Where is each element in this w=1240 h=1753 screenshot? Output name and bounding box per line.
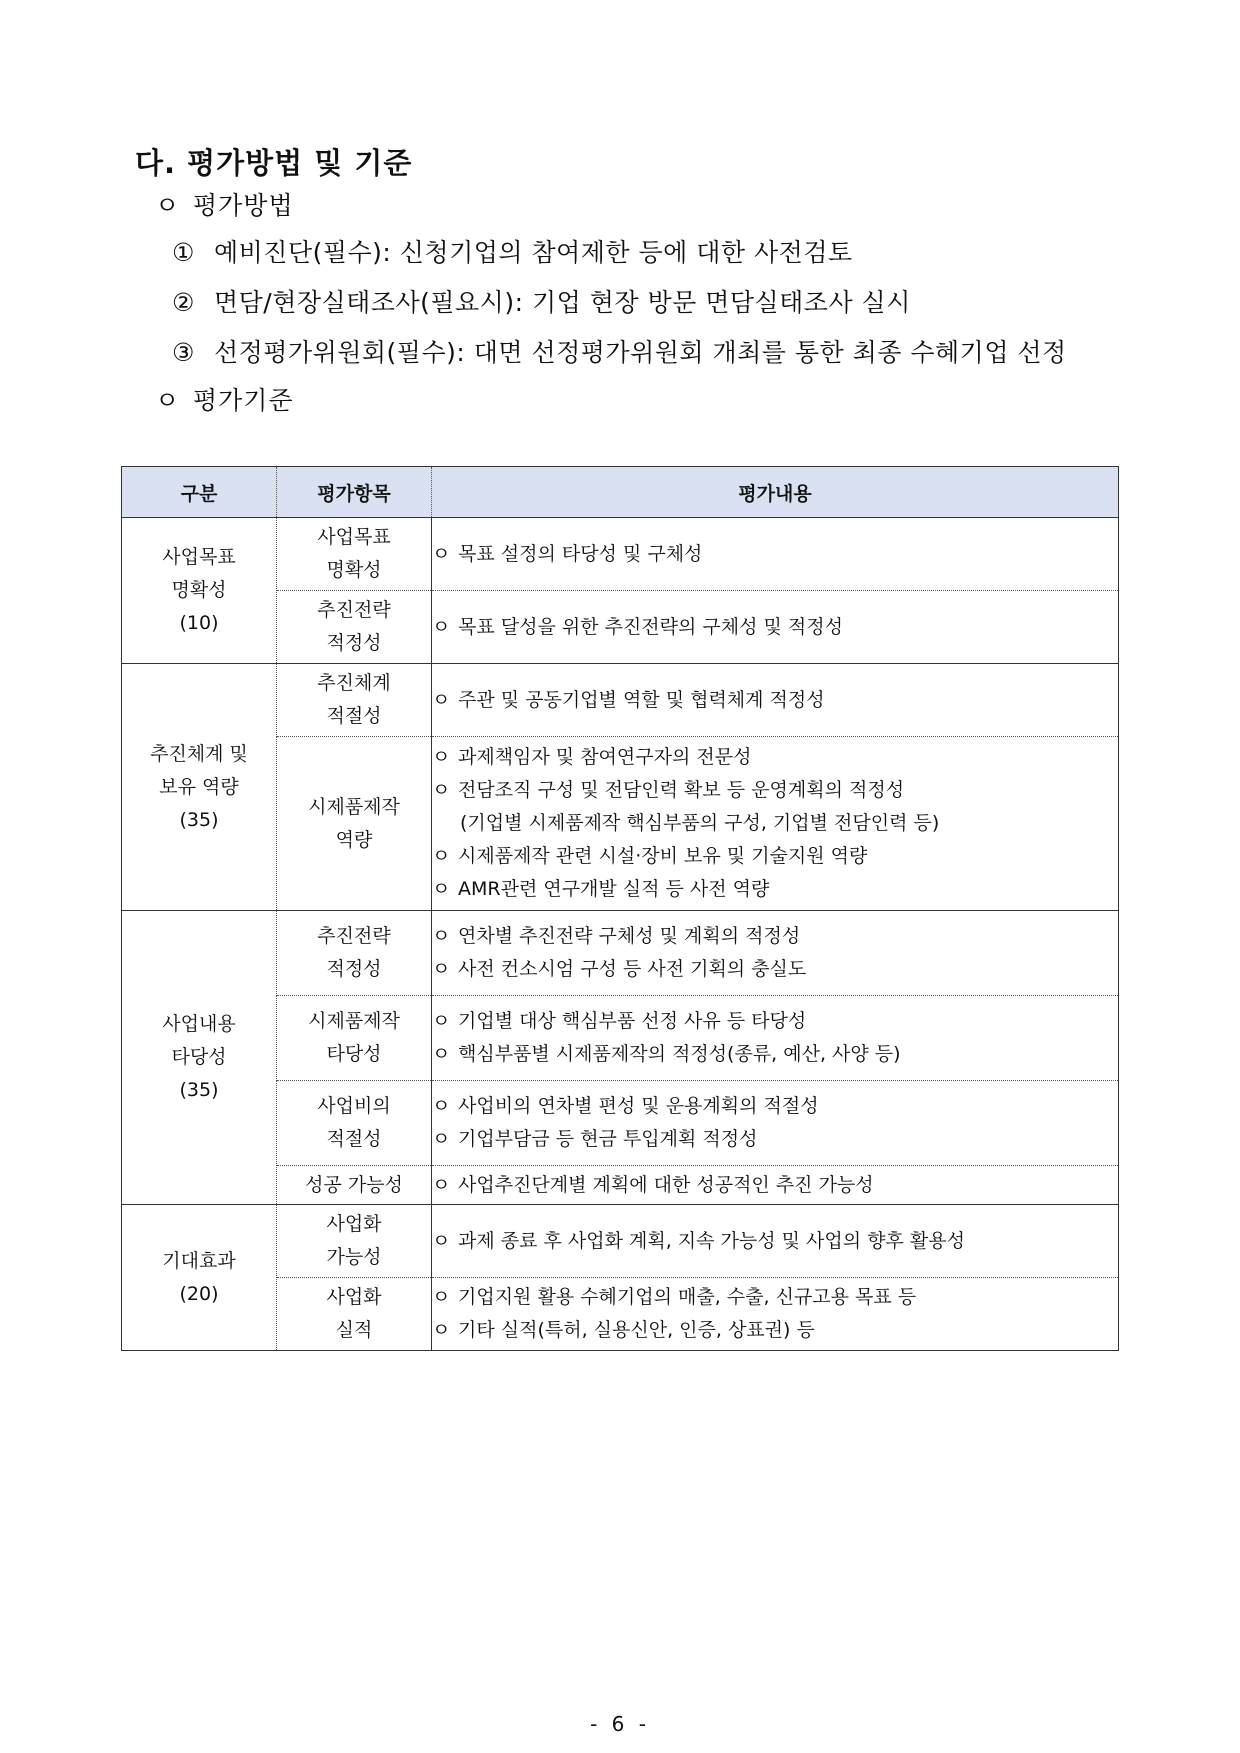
content-cell (432, 591, 1119, 664)
category-label: 사업목표 (162, 546, 236, 568)
content-text: 사업비의 연차별 편성 및 운용계획의 적절성 (458, 1095, 819, 1117)
category-label: 보유 역량 (159, 775, 239, 798)
method-title: 평가방법 (193, 191, 294, 220)
bullet-icon: ㅇ (432, 958, 451, 980)
content-point (432, 538, 1118, 571)
bullet-icon: ㅇ (432, 746, 451, 768)
bullet-icon: ㅇ (432, 925, 451, 947)
item-cell (277, 1205, 432, 1278)
content-point (432, 1038, 1118, 1071)
content-cell (432, 1081, 1119, 1166)
content-point (432, 1005, 1118, 1038)
item-cell (277, 1278, 432, 1351)
bullet-icon: ㅇ (432, 1319, 451, 1341)
content-text: 기업별 대상 핵심부품 선정 사유 등 타당성 (458, 1010, 807, 1032)
category-cell (122, 664, 277, 911)
bullet-icon: ㅇ (432, 1229, 451, 1252)
content-text: 주관 및 공동기업별 역할 및 협력체계 적정성 (458, 688, 825, 711)
content-point (432, 611, 1118, 644)
bullet-icon: ㅇ (432, 615, 451, 638)
item-label: 가능성 (326, 1246, 382, 1268)
content-text: 목표 달성을 위한 추진전략의 구체성 및 적정성 (458, 615, 843, 638)
item-cell (277, 1166, 432, 1205)
bullet-icon: ㅇ (432, 1043, 451, 1065)
item-label: 적정성 (326, 632, 382, 654)
content-cell (432, 996, 1119, 1081)
content-point (432, 1169, 1118, 1202)
item-label: 추진전략 (317, 599, 391, 621)
bullet-icon: ㅇ (432, 878, 451, 900)
item-label: 역량 (335, 828, 373, 851)
content-point (432, 774, 1118, 807)
item-label: 적절성 (326, 705, 382, 727)
bullet-icon: ㅇ (432, 1095, 451, 1117)
item-label: 성공 가능성 (305, 1173, 403, 1196)
item-label: 추진체계 (317, 672, 391, 694)
item-cell (277, 1081, 432, 1166)
table-row (122, 518, 1119, 591)
item-label: 추진전략 (317, 925, 391, 947)
method-number: ① (172, 238, 195, 267)
item-cell (277, 996, 432, 1081)
criteria-title: 평가기준 (193, 386, 294, 415)
content-text: 전담조직 구성 및 전담인력 확보 등 운영계획의 적정성 (458, 779, 905, 801)
method-number: ② (172, 288, 195, 317)
item-label: 사업화 (326, 1213, 382, 1235)
content-cell (432, 1278, 1119, 1351)
content-point (432, 953, 1118, 986)
content-cell (432, 664, 1119, 737)
item-cell (277, 518, 432, 591)
table-row (122, 664, 1119, 737)
content-point (432, 1225, 1118, 1258)
category-label: (20) (179, 1282, 219, 1305)
content-cell (432, 737, 1119, 911)
page-number: - 6 - (590, 1712, 650, 1736)
method-item-1 (172, 233, 853, 269)
method-number: ③ (172, 338, 195, 367)
category-label: 사업내용 (162, 1013, 236, 1035)
criteria-body (122, 518, 1119, 1351)
item-label: 타당성 (326, 1043, 382, 1065)
content-text: 기타 실적(특허, 실용신안, 인증, 상표권) 등 (458, 1319, 815, 1341)
content-point (432, 1123, 1118, 1156)
content-text: (기업별 시제품제작 핵심부품의 구성, 기업별 전담인력 등) (460, 812, 940, 834)
content-point (432, 1090, 1118, 1123)
bullet-icon: ㅇ (432, 845, 451, 867)
content-text: 핵심부품별 시제품제작의 적정성(종류, 예산, 사양 등) (458, 1043, 901, 1065)
content-cell (432, 518, 1119, 591)
content-point (432, 873, 1118, 906)
method-text: 선정평가위원회(필수): 대면 선정평가위원회 개최를 통한 최종 수혜기업 선정 (214, 338, 1067, 367)
category-label: (35) (179, 808, 219, 831)
content-text: AMR관련 연구개발 실적 등 사전 역량 (458, 878, 770, 900)
content-text: 목표 설정의 타당성 및 구체성 (458, 542, 703, 565)
bullet-icon: ㅇ (155, 386, 181, 415)
method-bullet (155, 186, 294, 222)
bullet-icon: ㅇ (432, 1173, 451, 1196)
category-label: (10) (179, 612, 219, 634)
content-point (432, 684, 1118, 717)
content-point (432, 807, 1118, 840)
method-item-3 (172, 333, 1067, 369)
criteria-table (121, 466, 1119, 1351)
content-text: 기업지원 활용 수혜기업의 매출, 수출, 신규고용 목표 등 (458, 1286, 917, 1308)
content-point (432, 840, 1118, 873)
method-text: 예비진단(필수): 신청기업의 참여제한 등에 대한 사전검토 (214, 238, 853, 267)
content-text: 과제 종료 후 사업화 계획, 지속 가능성 및 사업의 향후 활용성 (458, 1229, 965, 1252)
content-text: 사업추진단계별 계획에 대한 성공적인 추진 가능성 (458, 1173, 874, 1196)
content-text: 연차별 추진전략 구체성 및 계획의 적정성 (458, 925, 801, 947)
content-text: 시제품제작 관련 시설·장비 보유 및 기술지원 역량 (458, 845, 868, 867)
item-label: 사업목표 (317, 526, 391, 548)
content-point (432, 1314, 1118, 1347)
item-label: 시제품제작 (308, 1010, 400, 1032)
category-label: 타당성 (171, 1046, 227, 1068)
method-text: 면담/현장실태조사(필요시): 기업 현장 방문 면담실태조사 실시 (214, 288, 911, 317)
item-label: 실적 (335, 1319, 373, 1341)
header-category: 구분 (122, 467, 277, 518)
content-point (432, 920, 1118, 953)
bullet-icon: ㅇ (432, 688, 451, 711)
content-point (432, 741, 1118, 774)
item-label: 명확성 (326, 559, 382, 581)
item-cell (277, 664, 432, 737)
section-heading: 다. 평가방법 및 기준 (135, 146, 413, 180)
category-label: 추진체계 및 (150, 742, 248, 765)
content-cell (432, 1205, 1119, 1278)
content-point (432, 1281, 1118, 1314)
item-cell (277, 911, 432, 996)
category-label: 명확성 (171, 579, 227, 601)
item-label: 사업화 (326, 1286, 382, 1308)
content-text: 사전 컨소시엄 구성 등 사전 기획의 충실도 (458, 958, 807, 980)
table-row (122, 911, 1119, 996)
category-label: (35) (179, 1079, 219, 1101)
bullet-icon: ㅇ (432, 1128, 451, 1150)
category-label: 기대효과 (162, 1249, 236, 1272)
table-header-row (122, 467, 1119, 518)
item-cell (277, 737, 432, 911)
header-content: 평가내용 (432, 467, 1119, 518)
method-item-2 (172, 283, 911, 319)
table-row (122, 1205, 1119, 1278)
item-label: 적정성 (326, 958, 382, 980)
bullet-icon: ㅇ (432, 779, 451, 801)
header-item: 평가항목 (277, 467, 432, 518)
bullet-icon: ㅇ (155, 191, 181, 220)
bullet-icon: ㅇ (432, 1010, 451, 1032)
item-label: 시제품제작 (308, 795, 400, 818)
category-cell (122, 1205, 277, 1351)
content-cell (432, 911, 1119, 996)
category-cell (122, 518, 277, 664)
content-text: 기업부담금 등 현금 투입계획 적정성 (458, 1128, 758, 1150)
bullet-icon: ㅇ (432, 542, 451, 565)
criteria-bullet (155, 381, 294, 417)
item-label: 적절성 (326, 1128, 382, 1150)
item-cell (277, 591, 432, 664)
content-cell (432, 1166, 1119, 1205)
content-text: 과제책임자 및 참여연구자의 전문성 (458, 746, 752, 768)
item-label: 사업비의 (317, 1095, 391, 1117)
category-cell (122, 911, 277, 1205)
bullet-icon: ㅇ (432, 1286, 451, 1308)
